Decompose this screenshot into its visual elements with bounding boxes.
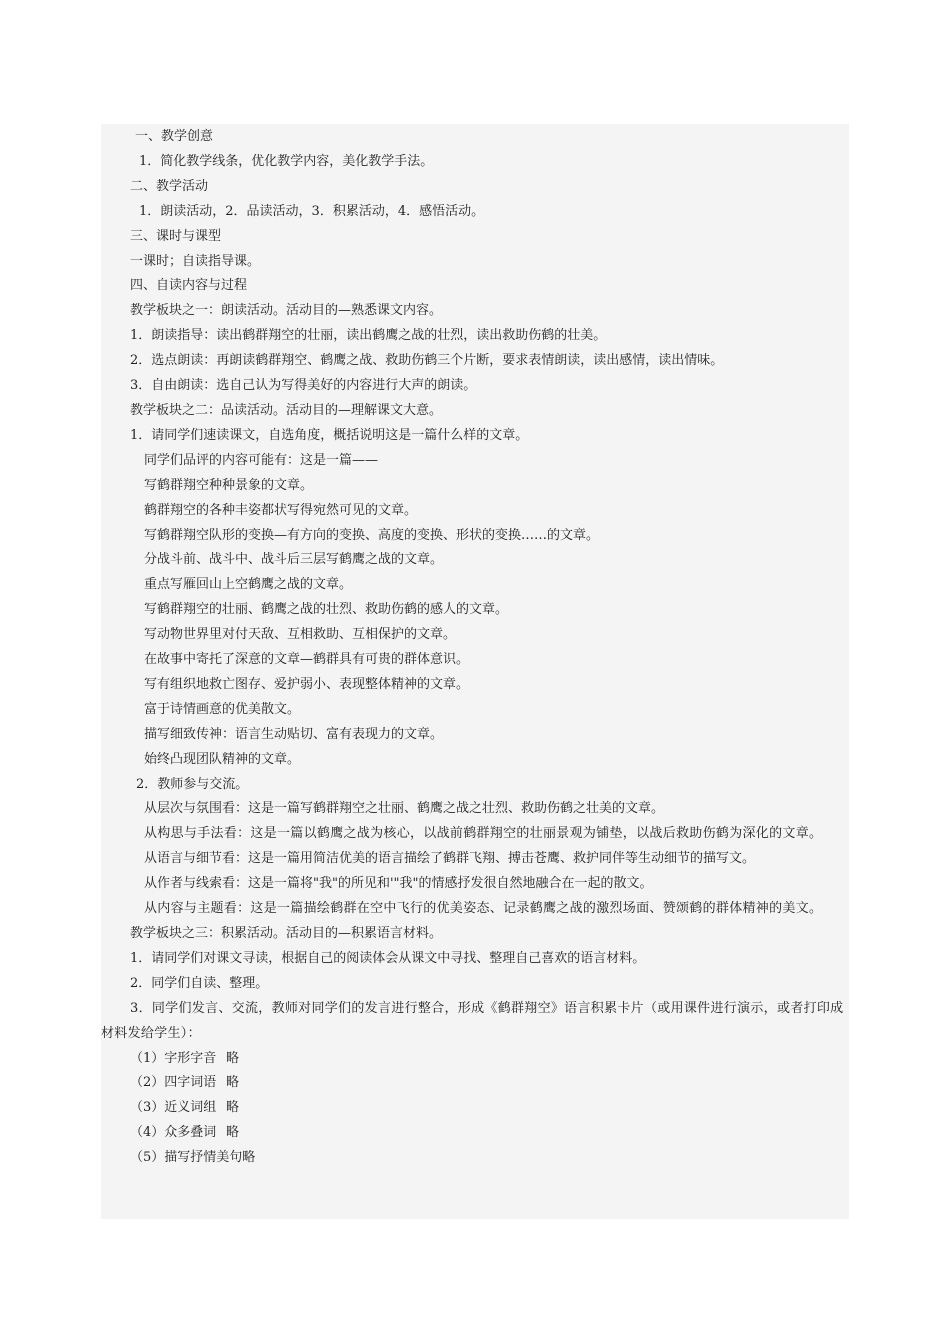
list-item-value: 略 xyxy=(226,1125,240,1141)
list-item-label: （3）近义词组 xyxy=(130,1100,217,1116)
paragraph: 一课时；自读指导课。 xyxy=(130,253,261,269)
paragraph: 从语言与细节看：这是一篇用简洁优美的语言描绘了鹤群飞翔、搏击苍鹰、救护同伴等生动细节的描写文。 xyxy=(144,851,756,867)
paragraph: 2．教师参与交流。 xyxy=(136,776,249,792)
section-heading: 教学板块之二：品读活动。活动目的—理解课文大意。 xyxy=(130,402,443,418)
list-item-value: 略 xyxy=(226,1050,240,1066)
list-item xyxy=(101,1146,849,1171)
heading-teaching-activity: 二、教学活动 xyxy=(130,178,209,194)
paragraph: 1．朗读活动，2．品读活动，3．积累活动，4．感悟活动。 xyxy=(139,203,485,219)
section-heading: 教学板块之一：朗读活动。活动目的—熟悉课文内容。 xyxy=(130,303,443,319)
paragraph: 1．朗读指导：读出鹤群翔空的壮丽，读出鹤鹰之战的壮烈，读出救助伤鹤的壮美。 xyxy=(130,328,607,344)
paragraph: 从层次与氛围看：这是一篇写鹤群翔空之壮丽、鹤鹰之战之壮烈、救助伤鹤之壮美的文章。 xyxy=(144,801,665,817)
heading-lesson-type: 三、课时与课型 xyxy=(130,228,222,244)
list-item: 富于诗情画意的优美散文。 xyxy=(144,701,301,717)
list-item-value: 略 xyxy=(242,1150,256,1166)
paragraph: 2．选点朗读：再朗读鹤群翔空、鹤鹰之战、救助伤鹤三个片断，要求表情朗读，读出感情，读出情味。 xyxy=(130,353,724,369)
paragraph: 1．请同学们速读课文，自选角度，概括说明这是一篇什么样的文章。 xyxy=(130,427,529,443)
section-heading: 教学板块之三：积累活动。活动目的—积累语言材料。 xyxy=(130,926,443,941)
list-item-label: （2）四字词语 xyxy=(130,1075,217,1091)
paragraph: 3．自由朗读：选自己认为写得美好的内容进行大声的朗读。 xyxy=(130,378,477,394)
list-item: 描写细致传神：语言生动贴切、富有表现力的文章。 xyxy=(144,726,444,742)
paragraph: 1．简化教学线条，优化教学内容，美化教学手法。 xyxy=(139,153,434,169)
list-item xyxy=(101,1047,849,1072)
list-item-label: （4）众多叠词 xyxy=(130,1125,217,1141)
heading-reading-process: 四、自读内容与过程 xyxy=(130,278,248,294)
list-item xyxy=(101,1071,849,1096)
paragraph: 同学们品评的内容可能有：这是一篇—— xyxy=(144,452,379,468)
list-item-value: 略 xyxy=(226,1100,240,1116)
paragraph: 从构思与手法看：这是一篇以鹤鹰之战为核心，以战前鹤群翔空的壮丽景观为铺垫，以战后救助伤鹤为深化的文章。 xyxy=(144,826,823,842)
paragraph: 2．同学们自读、整理。 xyxy=(130,975,269,991)
list-item: 写鹤群翔空的壮丽、鹤鹰之战的壮烈、救助伤鹤的感人的文章。 xyxy=(144,602,509,618)
heading-teaching-idea: 一、教学创意 xyxy=(135,129,214,144)
list-item xyxy=(101,1121,849,1146)
list-item: 重点写雁回山上空鹤鹰之战的文章。 xyxy=(144,577,353,593)
paragraph: 3．同学们发言、交流，教师对同学们的发言进行整合，形成《鹤群翔空》语言积累卡片（或用课件进行演示，或者打印成材料发给学生）： xyxy=(101,1000,844,1041)
list-item xyxy=(101,1096,849,1121)
list-item: 写有组织地救亡图存、爱护弱小、表现整体精神的文章。 xyxy=(144,676,470,692)
list-item: 在故事中寄托了深意的文章—鹤群具有可贵的群体意识。 xyxy=(144,652,470,668)
list-item: 写鹤群翔空种种景象的文章。 xyxy=(144,477,314,493)
list-item: 分战斗前、战斗中、战斗后三层写鹤鹰之战的文章。 xyxy=(144,552,444,568)
list-item: 写动物世界里对付天敌、互相救助、互相保护的文章。 xyxy=(144,627,457,643)
document-body xyxy=(101,124,849,1219)
list-item-label: （1）字形字音 xyxy=(130,1050,217,1066)
paragraph: 从内容与主题看：这是一篇描绘鹤群在空中飞行的优美姿态、记录鹤鹰之战的激烈场面、赞颂鹤的群体精神的美文。 xyxy=(144,901,823,917)
paragraph: 1．请同学们对课文寻读，根据自己的阅读体会从课文中寻找、整理自己喜欢的语言材料。 xyxy=(130,950,646,966)
paragraph: 从作者与线索看：这是一篇将"我"的所见和'"我"的情感抒发很自然地融合在一起的散文。 xyxy=(144,876,653,892)
list-item-value: 略 xyxy=(226,1075,240,1091)
list-item: 鹤群翔空的各种丰姿都状写得宛然可见的文章。 xyxy=(144,502,418,518)
list-item: 始终凸现团队精神的文章。 xyxy=(144,751,301,767)
list-item: 写鹤群翔空队形的变换—有方向的变换、高度的变换、形状的变换……的文章。 xyxy=(144,527,600,543)
list-item-label: （5）描写抒情美句 xyxy=(130,1150,243,1166)
